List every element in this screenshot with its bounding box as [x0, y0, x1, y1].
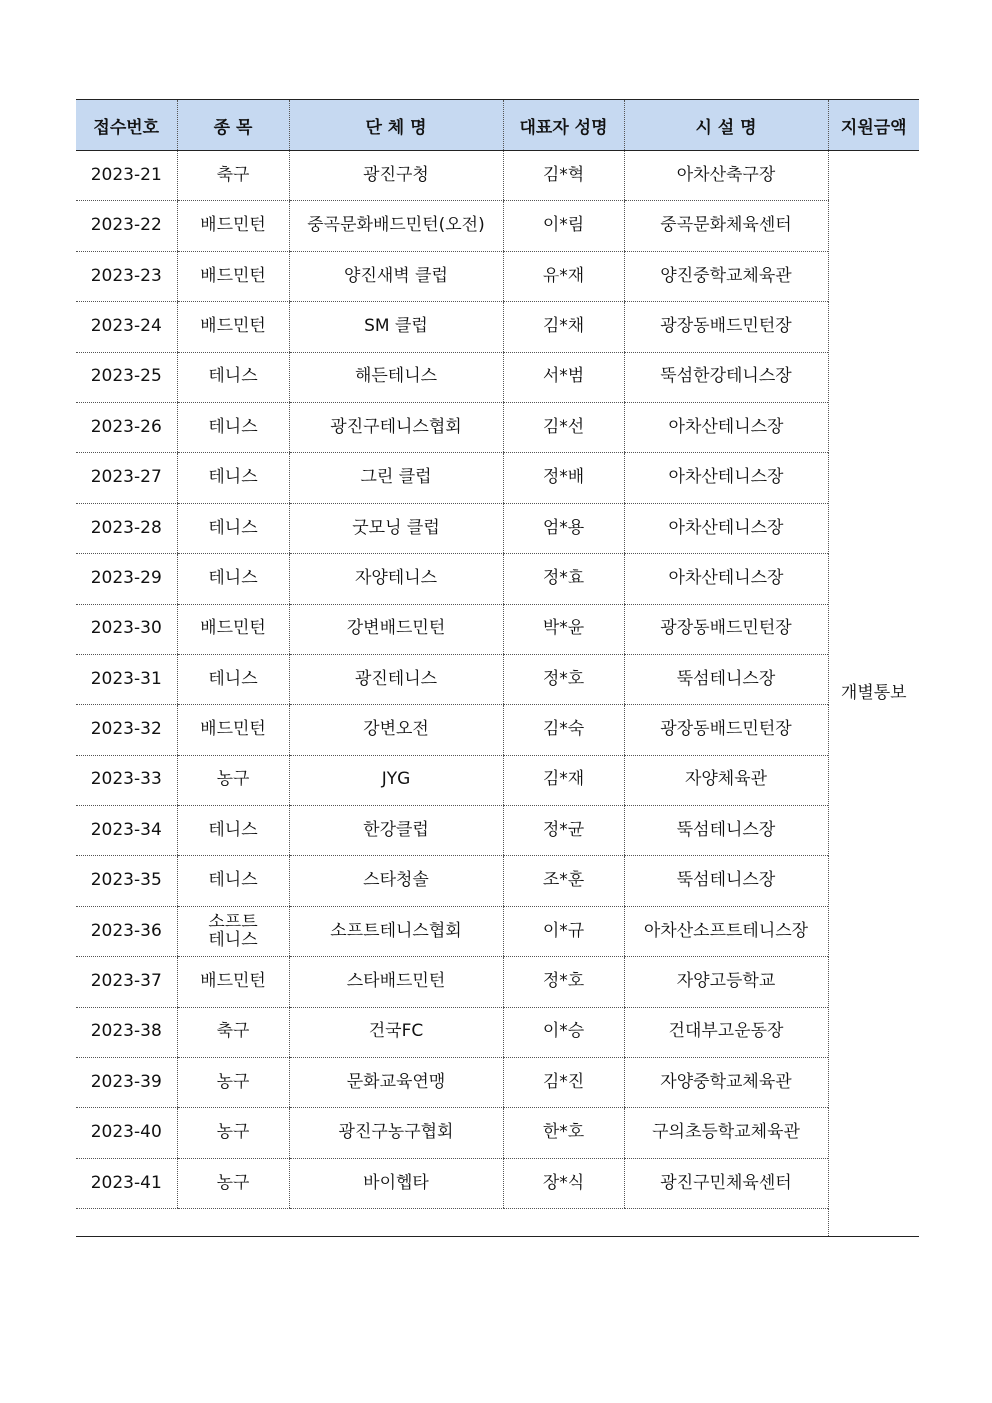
group-name-cell: 자양테니스: [289, 554, 503, 604]
receipt-no-cell: 2023-23: [76, 251, 177, 301]
facility-cell: 아차산테니스장: [624, 453, 828, 503]
table-row: [76, 856, 919, 906]
representative-cell: 이*림: [503, 201, 624, 251]
facility-cell: 건대부고운동장: [624, 1007, 828, 1057]
group-name-cell: 스타배드민턴: [289, 957, 503, 1007]
receipt-no-cell: 2023-21: [76, 151, 177, 201]
facility-cell: 광장동배드민턴장: [624, 604, 828, 654]
sport-label: 테니스: [208, 517, 258, 538]
representative-cell: 김*재: [503, 755, 624, 805]
header-facility: 시 설 명: [624, 100, 828, 151]
header-representative: 대표자 성명: [503, 100, 624, 151]
sport-cell: [177, 1058, 289, 1108]
receipt-no-cell: 2023-37: [76, 957, 177, 1007]
receipt-no-cell: 2023-31: [76, 654, 177, 704]
group-name-cell: 건국FC: [289, 1007, 503, 1057]
table-row: [76, 503, 919, 553]
group-name-cell: 문화교육연맹: [289, 1058, 503, 1108]
sport-label: 테니스: [208, 870, 258, 891]
representative-cell: 이*규: [503, 906, 624, 956]
table-row: [76, 1007, 919, 1057]
header-support-amount: 지원금액: [828, 100, 919, 151]
sport-label: 소프트 테니스: [208, 911, 258, 950]
facility-cell: 광장동배드민턴장: [624, 705, 828, 755]
table-row: [76, 201, 919, 251]
empty-cell: [76, 1209, 828, 1237]
group-name-cell: 광진구청: [289, 151, 503, 201]
facility-cell: 자양중학교체육관: [624, 1058, 828, 1108]
table-row: [76, 705, 919, 755]
receipt-no-cell: 2023-26: [76, 402, 177, 452]
receipt-no-cell: 2023-25: [76, 352, 177, 402]
table-row: [76, 604, 919, 654]
sport-label: 농구: [216, 769, 250, 790]
group-name-cell: 광진테니스: [289, 654, 503, 704]
sport-label: 배드민턴: [200, 618, 266, 639]
representative-cell: 유*재: [503, 251, 624, 301]
sport-cell: [177, 1007, 289, 1057]
sport-label: 테니스: [208, 467, 258, 488]
group-name-cell: 해든테니스: [289, 352, 503, 402]
sport-label: 농구: [216, 1122, 250, 1143]
representative-cell: 정*배: [503, 453, 624, 503]
receipt-no-cell: 2023-27: [76, 453, 177, 503]
table-row: [76, 1058, 919, 1108]
table-row: [76, 654, 919, 704]
facility-cell: 아차산테니스장: [624, 402, 828, 452]
sport-cell: [177, 856, 289, 906]
sport-label: 테니스: [208, 819, 258, 840]
sport-label: 농구: [216, 1071, 250, 1092]
table-row: [76, 957, 919, 1007]
receipt-no-cell: 2023-33: [76, 755, 177, 805]
sport-cell: [177, 654, 289, 704]
representative-cell: 박*윤: [503, 604, 624, 654]
representative-cell: 정*호: [503, 957, 624, 1007]
representative-cell: 김*선: [503, 402, 624, 452]
sport-label: 배드민턴: [200, 719, 266, 740]
facility-cell: 구의초등학교체육관: [624, 1108, 828, 1158]
sport-label: 배드민턴: [200, 315, 266, 336]
representative-cell: 김*진: [503, 1058, 624, 1108]
group-name-cell: 강변오전: [289, 705, 503, 755]
sport-cell: [177, 352, 289, 402]
facility-cell: 뚝섬테니스장: [624, 806, 828, 856]
table-footer-spacer: [76, 1209, 919, 1237]
representative-cell: 이*승: [503, 1007, 624, 1057]
receipt-no-cell: 2023-40: [76, 1108, 177, 1158]
representative-cell: 조*훈: [503, 856, 624, 906]
group-name-cell: SM 클럽: [289, 302, 503, 352]
table-row: [76, 151, 919, 201]
support-list-table: [76, 99, 919, 1237]
representative-cell: 정*효: [503, 554, 624, 604]
group-name-cell: 양진새벽 클럽: [289, 251, 503, 301]
group-name-cell: 바이헵타: [289, 1158, 503, 1208]
sport-label: 테니스: [208, 416, 258, 437]
table-row: [76, 806, 919, 856]
sport-label: 축구: [216, 1021, 250, 1042]
table-row: [76, 251, 919, 301]
receipt-no-cell: 2023-29: [76, 554, 177, 604]
group-name-cell: 광진구테니스협회: [289, 402, 503, 452]
sport-cell: [177, 251, 289, 301]
group-name-cell: 광진구농구협회: [289, 1108, 503, 1158]
group-name-cell: 중곡문화배드민턴(오전): [289, 201, 503, 251]
sport-cell: [177, 957, 289, 1007]
sport-label: 농구: [216, 1172, 250, 1193]
group-name-cell: JYG: [289, 755, 503, 805]
receipt-no-cell: 2023-24: [76, 302, 177, 352]
facility-cell: 뚝섬테니스장: [624, 856, 828, 906]
receipt-no-cell: 2023-35: [76, 856, 177, 906]
sport-cell: [177, 151, 289, 201]
table-row: [76, 755, 919, 805]
sport-cell: [177, 906, 289, 956]
sport-label: 축구: [216, 164, 250, 185]
sport-cell: [177, 201, 289, 251]
header-group-name: 단 체 명: [289, 100, 503, 151]
representative-cell: 김*숙: [503, 705, 624, 755]
table-row: [76, 302, 919, 352]
table-row: [76, 453, 919, 503]
header-receipt-no: 접수번호: [76, 100, 177, 151]
representative-cell: 정*균: [503, 806, 624, 856]
group-name-cell: 스타청솔: [289, 856, 503, 906]
receipt-no-cell: 2023-34: [76, 806, 177, 856]
representative-cell: 김*채: [503, 302, 624, 352]
facility-cell: 양진중학교체육관: [624, 251, 828, 301]
sport-label: 테니스: [208, 668, 258, 689]
sport-cell: [177, 554, 289, 604]
support-amount-cell: 개별통보: [828, 151, 919, 1237]
sport-cell: [177, 402, 289, 452]
header-sport: 종 목: [177, 100, 289, 151]
sport-label: 배드민턴: [200, 971, 266, 992]
representative-cell: 서*범: [503, 352, 624, 402]
receipt-no-cell: 2023-36: [76, 906, 177, 956]
table-row: [76, 352, 919, 402]
representative-cell: 장*식: [503, 1158, 624, 1208]
group-name-cell: 한강클럽: [289, 806, 503, 856]
receipt-no-cell: 2023-22: [76, 201, 177, 251]
receipt-no-cell: 2023-38: [76, 1007, 177, 1057]
group-name-cell: 소프트테니스협회: [289, 906, 503, 956]
sport-label: 배드민턴: [200, 265, 266, 286]
representative-cell: 김*혁: [503, 151, 624, 201]
sport-cell: [177, 302, 289, 352]
table-header-row: [76, 100, 919, 151]
facility-cell: 광장동배드민턴장: [624, 302, 828, 352]
table-row: [76, 906, 919, 956]
facility-cell: 뚝섬테니스장: [624, 654, 828, 704]
facility-cell: 중곡문화체육센터: [624, 201, 828, 251]
sport-cell: [177, 755, 289, 805]
table-row: [76, 1108, 919, 1158]
sport-label: 배드민턴: [200, 215, 266, 236]
representative-cell: 정*호: [503, 654, 624, 704]
facility-cell: 자양체육관: [624, 755, 828, 805]
table-row: [76, 1158, 919, 1208]
sport-cell: [177, 604, 289, 654]
sport-cell: [177, 705, 289, 755]
facility-cell: 광진구민체육센터: [624, 1158, 828, 1208]
group-name-cell: 강변배드민턴: [289, 604, 503, 654]
table-row: [76, 554, 919, 604]
sport-label: 테니스: [208, 567, 258, 588]
representative-cell: 엄*용: [503, 503, 624, 553]
sport-cell: [177, 806, 289, 856]
receipt-no-cell: 2023-30: [76, 604, 177, 654]
sport-cell: [177, 1108, 289, 1158]
facility-cell: 자양고등학교: [624, 957, 828, 1007]
table-row: [76, 402, 919, 452]
group-name-cell: 굿모닝 클럽: [289, 503, 503, 553]
sport-cell: [177, 453, 289, 503]
receipt-no-cell: 2023-28: [76, 503, 177, 553]
facility-cell: 아차산테니스장: [624, 503, 828, 553]
group-name-cell: 그린 클럽: [289, 453, 503, 503]
sport-label: 테니스: [208, 366, 258, 387]
facility-cell: 아차산테니스장: [624, 554, 828, 604]
receipt-no-cell: 2023-39: [76, 1058, 177, 1108]
sport-cell: [177, 503, 289, 553]
facility-cell: 아차산소프트테니스장: [624, 906, 828, 956]
facility-cell: 아차산축구장: [624, 151, 828, 201]
receipt-no-cell: 2023-41: [76, 1158, 177, 1208]
representative-cell: 한*호: [503, 1108, 624, 1158]
receipt-no-cell: 2023-32: [76, 705, 177, 755]
sport-cell: [177, 1158, 289, 1208]
facility-cell: 뚝섬한강테니스장: [624, 352, 828, 402]
